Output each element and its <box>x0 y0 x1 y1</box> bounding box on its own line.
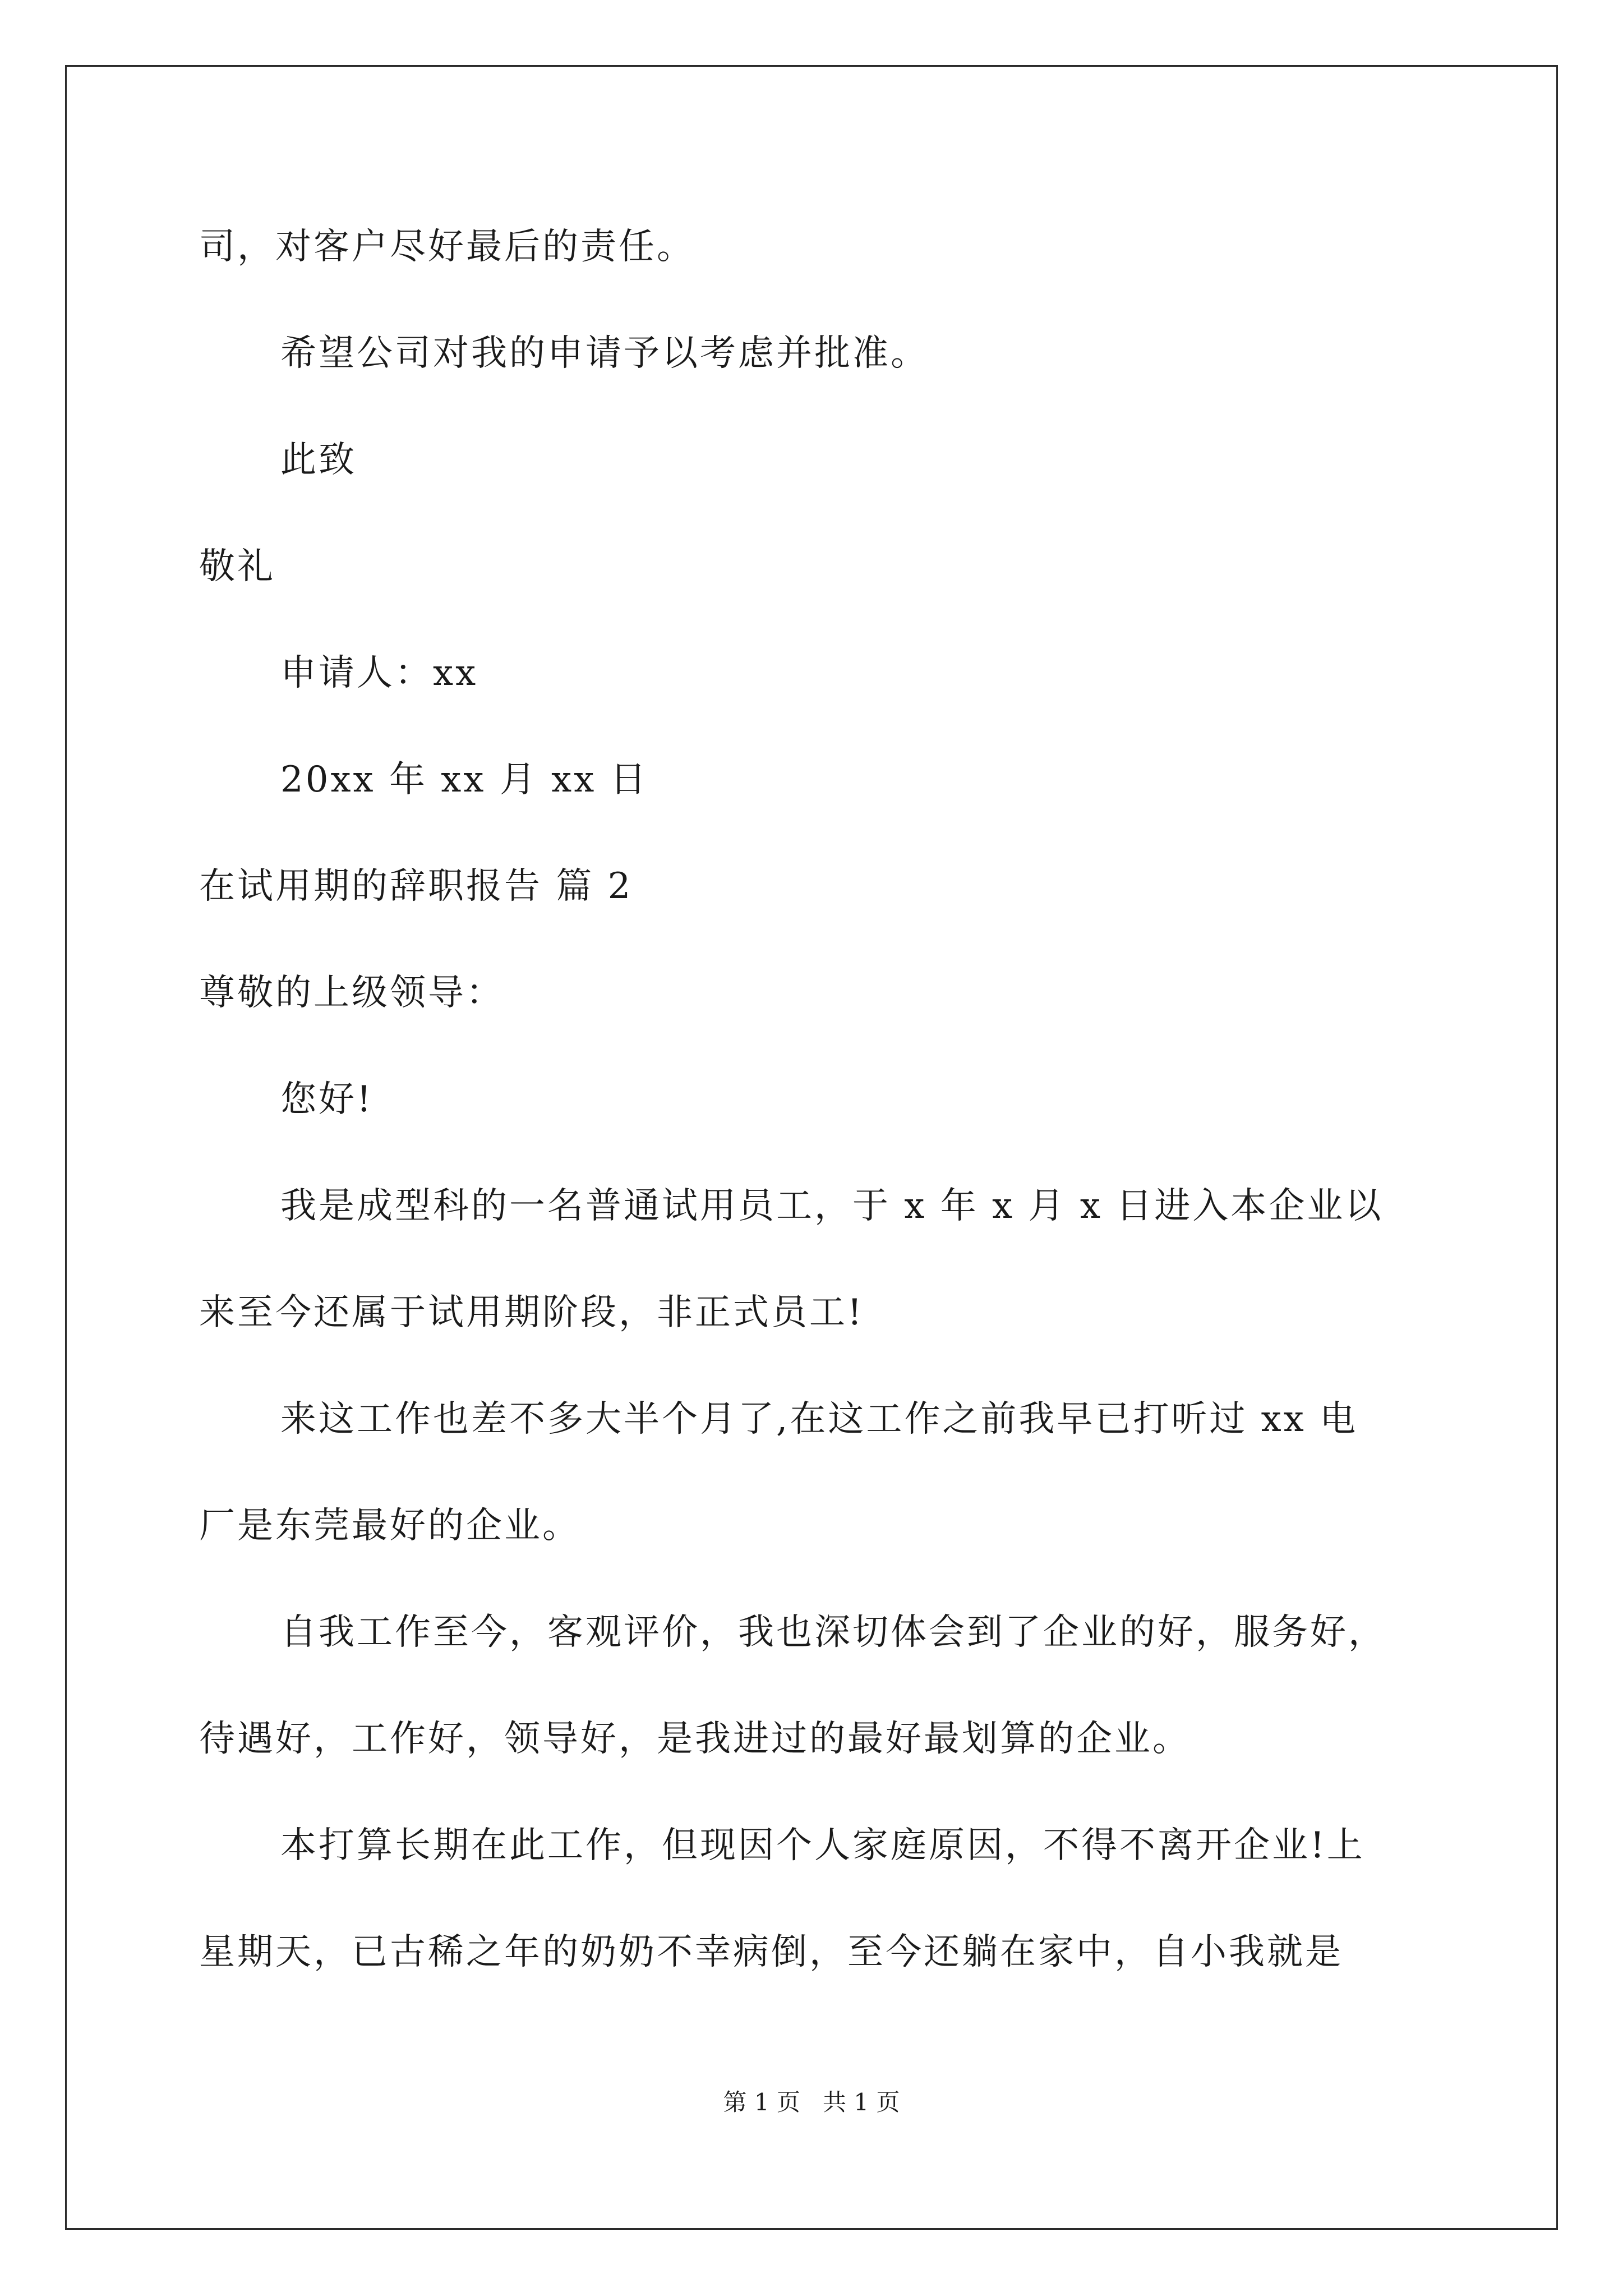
signature-date: 20xx 年 xx 月 xx 日 <box>280 759 648 800</box>
letter-hello: 您好! <box>280 1079 374 1120</box>
letter-greeting: 尊敬的上级领导： <box>199 972 504 1014</box>
body-line-12: 来这工作也差不多大半个月了,在这工作之前我早已打听过 xx 电 <box>280 1398 1358 1440</box>
applicant-signature: 申请人：xx <box>280 652 478 694</box>
body-line-15: 待遇好，工作好，领导好，是我进过的最好最划算的企业。 <box>199 1718 1191 1760</box>
body-line-16: 本打算长期在此工作，但现因个人家庭原因，不得不离开企业!上 <box>280 1825 1365 1866</box>
page-footer: 第 1 页 共 1 页 <box>723 2088 900 2116</box>
body-line-14: 自我工作至今，客观评价，我也深切体会到了企业的好，服务好， <box>280 1612 1386 1653</box>
body-line-17: 星期天，已古稀之年的奶奶不幸病倒，至今还躺在家中，自小我就是 <box>199 1931 1343 1973</box>
body-line-11: 来至今还属于试用期阶段，非正式员工! <box>199 1292 864 1333</box>
body-line-10: 我是成型科的一名普通试用员工，于 x 年 x 月 x 日进入本企业以 <box>280 1185 1384 1227</box>
page-border <box>65 65 1558 2230</box>
body-line-1: 司，对客户尽好最后的责任。 <box>199 226 695 268</box>
section-heading: 在试用期的辞职报告 篇 2 <box>199 866 633 907</box>
body-line-2: 希望公司对我的申请予以考虑并批准。 <box>280 333 929 374</box>
closing-salutation: 此致 <box>280 439 357 481</box>
closing-regards: 敬礼 <box>199 546 275 587</box>
body-line-13: 厂是东莞最好的企业。 <box>199 1505 580 1547</box>
